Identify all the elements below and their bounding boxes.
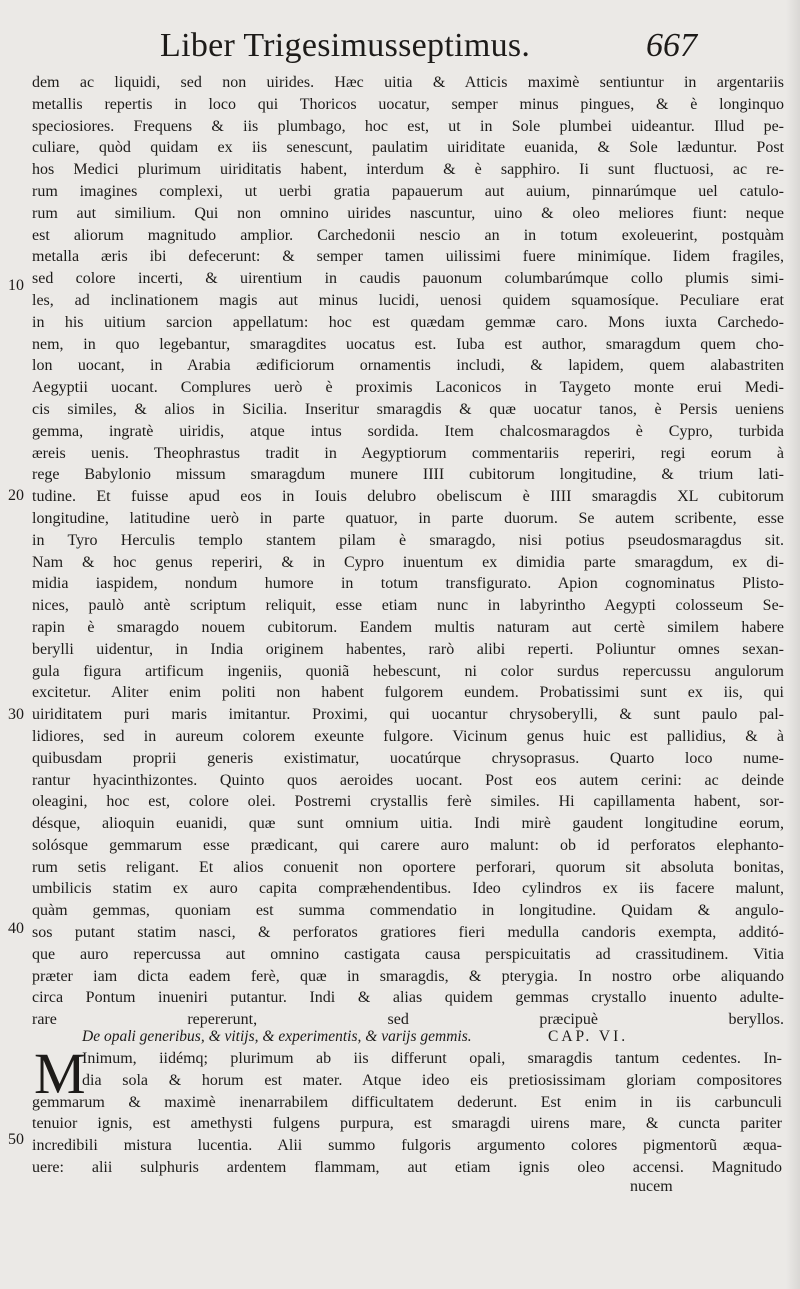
text-line: gemmarum & maximè inenarrabilem difficultatem dederunt. Est enim in iis carbunculi xyxy=(32,1093,782,1111)
text-line: Nam & hoc genus reperiri, & in Cypro inuentum ex dimidia parte smaragdum, ex di- xyxy=(32,553,784,571)
text-line: metallis repertis in loco qui Thoricos uocatur, semper minus pingues, & è longinquo xyxy=(32,95,784,113)
text-line: rapin è smaragdo nouem cubitorum. Eandem multis naturam aut certè similem habere xyxy=(32,618,784,636)
text-line: nices, paulò antè scriptum reliquit, esse etiam nunc in labyrintho Aegypti colosseum Se- xyxy=(32,597,784,615)
text-line: les, ad inclinationem magis aut minus lucidi, uenosi quidem squamosíque. Peculiare erat xyxy=(32,291,784,309)
text-line: umbilicis statim ex auro capita compræhendentibus. Ideo cylindros ex iis facere malunt, xyxy=(32,880,784,898)
text-line: rare repererunt, sed præcipuè beryllos. xyxy=(32,1011,784,1029)
text-line: uere: alii sulphuris ardentem flammam, aut etiam ignis oleo accensi. Magnitudo xyxy=(32,1158,782,1176)
chapter-label: CAP. VI. xyxy=(548,1028,629,1045)
text-line: culiare, quòd quidam ex iis senescunt, paulatim uiriditate euanida, & Sole læduntur. Post xyxy=(32,139,784,157)
text-line: in his uitium sarcion appellatum: hoc est quædam gemmæ caro. Mons iuxta Carchedo- xyxy=(32,313,784,331)
text-line: rum setis religant. Et alios conuenit non oportere perforari, quorum sit absoluta bonitas, xyxy=(32,858,784,876)
drop-capital: M xyxy=(34,1041,86,1106)
text-line: midia iaspidem, nondum humore in totum transfigurato. Apion cognominatus Plisto- xyxy=(32,575,784,593)
text-line: cis similes, & alios in Sicilia. Inseritur smaragdis & quæ uocatur tanos, è Persis ueniens xyxy=(32,400,784,418)
text-line: speciosiores. Frequens & iis plumbago, hoc est, ut in Sole plumbei uideantur. Illud pe- xyxy=(32,117,784,135)
text-line: uiriditatem puri maris imitantur. Proximi, qui uocantur chrysoberylli, & sunt paulo pal- xyxy=(32,706,784,724)
text-line: metalla æris ibi defecerunt: & semper tamen uilissimi fuere minimíque. Iidem fragiles, xyxy=(32,248,784,266)
line-number: 50 xyxy=(8,1131,24,1148)
text-line: gemma, ingratè uiridis, atque intus sordida. Item chalcosmaragdos è Cypro, turbida xyxy=(32,422,784,440)
text-line: dia sola & horum est mater. Atque ideo eis pretiosissimam gloriam compositores xyxy=(82,1071,782,1089)
text-line: excitetur. Aliter enim politi non habent fulgorem eundem. Probatissimi sunt ex iis, qui xyxy=(32,684,784,702)
text-line: que auro repercussa aut omnino castigata causa perspicuitatis ad crassitudinem. Vitia xyxy=(32,945,784,963)
text-line: désque, alioquin euanidi, quæ sunt omnium uitia. Indi mirè gaudent longitudine eorum, xyxy=(32,815,784,833)
text-line: lon uocant, in Arabia ædificiorum ornamentis includi, & lapidem, quem alabastriten xyxy=(32,357,784,375)
text-line: incredibili mistura lucentia. Alii summo fulgoris argumento colores pigmentorũ æqua- xyxy=(32,1137,782,1155)
main-text xyxy=(32,72,784,1031)
text-line: circa Pontum inueniri putantur. Indi & alias quidem gemmas crystallo inuento adulte- xyxy=(32,989,784,1007)
running-title: Liber Trigesimusseptimus. xyxy=(160,27,531,64)
text-line: oleagini, hoc est, colore olei. Postremi crystallis ferè similes. Hi capillamenta habent, sor- xyxy=(32,793,784,811)
text-line: est aliorum magnitudo amplior. Carchedonii nescio an in totum exoleuerint, postquàm xyxy=(32,226,784,244)
page-number: 667 xyxy=(646,27,697,64)
text-line: æreis uenis. Theophrastus tradit in Aegyptiorum commentariis reperiri, regi eorum à xyxy=(32,444,784,462)
text-line: lidiores, sed in aureum colorem exeunte fulgore. Vicinum genus huic est pallidius, & à xyxy=(32,727,784,745)
text-line: in Tyro Herculis templo stantem pilam è smaragdo, nisi potius pseudosmaragdus sit. xyxy=(32,531,784,549)
text-line: longitudine, latitudine uerò in parte quatuor, in parte duorum. Se autem scribente, esse xyxy=(32,509,784,527)
text-line: quibusdam proprii generis existimatur, uocatúrque chrysoprasus. Quarto loco nume- xyxy=(32,749,784,767)
line-number: 20 xyxy=(8,487,24,504)
text-line: tenuior ignis, est amethysti fulgens purpura, est smaragdi uirens mare, & cuncta pariter xyxy=(32,1115,782,1133)
text-line: berylli uidentur, in India originem habentes, rarò alibi reperti. Poliuntur omnes sexan- xyxy=(32,640,784,658)
text-line: rum imagines complexi, ut uerbi gratia papauerum aut auium, pinnarúmque uel catulo- xyxy=(32,182,784,200)
text-line: sed colore incerti, & uirentium in caudis pauonum columbarúmque collo plumis simi- xyxy=(32,270,784,288)
text-line: Inimum, iidémq; plurimum ab iis differunt opali, smaragdis tantum cedentes. In- xyxy=(82,1050,782,1067)
catchword: nucem xyxy=(630,1178,673,1195)
line-number: 30 xyxy=(8,706,24,723)
text-line: dem ac liquidi, sed non uirides. Hæc uitia & Atticis maximè sentiuntur in argentariis xyxy=(32,74,784,91)
chapter-heading: De opali generibus, & vitijs, & experimentis, & varijs gemmis. xyxy=(82,1028,472,1045)
text-line: tudine. Et fuisse apud eos in Iouis delubro obeliscum è IIII smaragdis XL cubitorum xyxy=(32,488,784,506)
line-number: 40 xyxy=(8,920,24,937)
text-line: rum aut similium. Qui non omnino uirides nascuntur, uino & oleo meliores fiunt: neque xyxy=(32,204,784,222)
text-line: solósque gemmarum esse prædicant, qui carere auro malunt: ob id perforatos elephanto- xyxy=(32,836,784,854)
text-line: præter iam dicta eadem ferè, quæ in smaragdis, & pterygia. In nostro orbe aliquando xyxy=(32,967,784,985)
text-line: nem, in quo legebantur, smaragdites uocatus est. Iuba est author, smaragdum quem cho- xyxy=(32,335,784,353)
text-line: rantur hyacinthizontes. Quinto quos aeroides uocant. Post eos autem cerini: ac deinde xyxy=(32,771,784,789)
text-line: quàm gemmas, quoniam est summa commendatio in longitudine. Quidam & angulo- xyxy=(32,902,784,920)
text-line: rege Babylonio missum smaragdum munere IIII cubitorum longitudine, & trium lati- xyxy=(32,466,784,484)
page-edge-shadow xyxy=(786,0,800,1289)
chapter-text xyxy=(32,1048,782,1179)
text-line: Aegyptii uocant. Complures uerò è proximis Laconicos in Taygeto monte erui Medi- xyxy=(32,379,784,397)
text-line: gula figura artificum ingeniis, quoniã hebescunt, ni color surdus repercussu angulorum xyxy=(32,662,784,680)
line-number: 10 xyxy=(8,277,24,294)
text-line: hos Medici plurimum uiriditatis habent, interdum & è sapphiro. Ii sunt fluctuosi, ac re- xyxy=(32,161,784,179)
text-line: sos putant statim nasci, & perforatos gratiores fieri medulla candoris exempta, additó- xyxy=(32,924,784,942)
